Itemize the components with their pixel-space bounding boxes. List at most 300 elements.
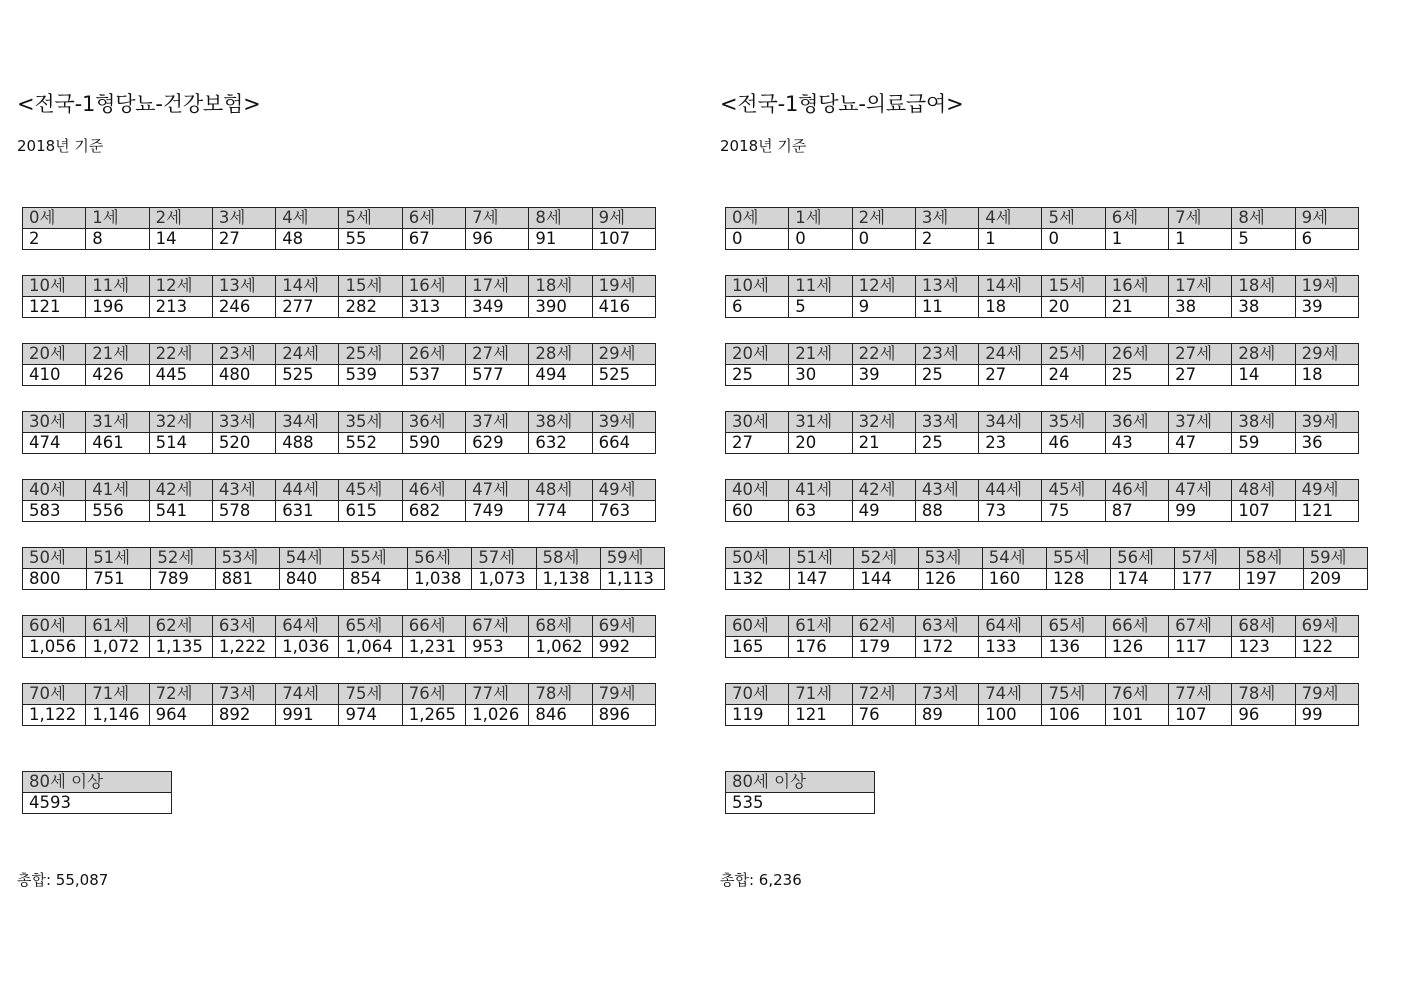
age-header: 79세 <box>1295 684 1358 705</box>
count-cell: 165 <box>726 637 789 658</box>
age-header: 77세 <box>1169 684 1232 705</box>
count-cell: 122 <box>1295 637 1358 658</box>
age-header: 74세 <box>979 684 1042 705</box>
age-header: 65세 <box>339 616 402 637</box>
count-cell: 177 <box>1175 569 1239 590</box>
count-cell: 55 <box>339 229 402 250</box>
count-cell: 1,072 <box>86 637 149 658</box>
age-header: 6세 <box>402 208 465 229</box>
age-header: 56세 <box>408 548 472 569</box>
age-header: 43세 <box>212 480 275 501</box>
count-cell: 461 <box>86 433 149 454</box>
over-80-table <box>22 771 172 814</box>
count-cell: 953 <box>466 637 529 658</box>
count-cell: 277 <box>276 297 339 318</box>
age-header: 6세 <box>1105 208 1168 229</box>
age-header: 72세 <box>149 684 212 705</box>
age-header: 80세 이상 <box>726 772 875 793</box>
count-cell: 537 <box>402 365 465 386</box>
age-header: 55세 <box>1046 548 1110 569</box>
count-cell: 213 <box>149 297 212 318</box>
age-header: 9세 <box>1295 208 1358 229</box>
count-cell: 763 <box>592 501 655 522</box>
age-header: 38세 <box>1232 412 1295 433</box>
age-header: 59세 <box>1303 548 1367 569</box>
age-header: 67세 <box>1169 616 1232 637</box>
count-cell: 1 <box>1105 229 1168 250</box>
count-cell: 892 <box>212 705 275 726</box>
age-header: 45세 <box>339 480 402 501</box>
age-header: 26세 <box>402 344 465 365</box>
count-cell: 27 <box>726 433 789 454</box>
count-cell: 525 <box>276 365 339 386</box>
count-cell: 1,062 <box>529 637 592 658</box>
count-cell: 25 <box>1105 365 1168 386</box>
age-header: 37세 <box>1169 412 1232 433</box>
age-header: 29세 <box>1295 344 1358 365</box>
age-header: 33세 <box>915 412 978 433</box>
count-cell: 541 <box>149 501 212 522</box>
count-cell: 488 <box>276 433 339 454</box>
age-header: 54세 <box>279 548 343 569</box>
count-cell: 144 <box>854 569 918 590</box>
age-header: 41세 <box>86 480 149 501</box>
count-cell: 46 <box>1042 433 1105 454</box>
age-table <box>725 547 1368 590</box>
age-header: 27세 <box>466 344 529 365</box>
age-header: 68세 <box>1232 616 1295 637</box>
age-header: 0세 <box>726 208 789 229</box>
age-header: 2세 <box>852 208 915 229</box>
age-header: 52세 <box>151 548 215 569</box>
count-cell: 14 <box>1232 365 1295 386</box>
count-cell: 5 <box>789 297 852 318</box>
count-cell: 20 <box>1042 297 1105 318</box>
age-header: 0세 <box>23 208 86 229</box>
age-header: 48세 <box>529 480 592 501</box>
count-cell: 8 <box>86 229 149 250</box>
count-cell: 0 <box>1042 229 1105 250</box>
age-table <box>22 411 656 454</box>
count-cell: 556 <box>86 501 149 522</box>
count-cell: 426 <box>86 365 149 386</box>
count-cell: 9 <box>852 297 915 318</box>
count-cell: 2 <box>23 229 86 250</box>
count-cell: 25 <box>915 433 978 454</box>
age-header: 21세 <box>789 344 852 365</box>
count-cell: 520 <box>212 433 275 454</box>
count-cell: 107 <box>1169 705 1232 726</box>
count-cell: 991 <box>276 705 339 726</box>
age-table <box>725 343 1359 386</box>
age-header: 16세 <box>402 276 465 297</box>
count-cell: 176 <box>789 637 852 658</box>
age-header: 57세 <box>472 548 536 569</box>
reference-year: 2018년 기준 <box>17 137 104 155</box>
count-cell: 577 <box>466 365 529 386</box>
count-cell: 48 <box>276 229 339 250</box>
count-cell: 132 <box>726 569 790 590</box>
age-header: 28세 <box>1232 344 1295 365</box>
count-cell: 349 <box>466 297 529 318</box>
count-cell: 480 <box>212 365 275 386</box>
age-header: 29세 <box>592 344 655 365</box>
age-header: 23세 <box>212 344 275 365</box>
count-cell: 664 <box>592 433 655 454</box>
age-header: 51세 <box>790 548 854 569</box>
age-header: 47세 <box>466 480 529 501</box>
count-cell: 23 <box>979 433 1042 454</box>
count-cell: 846 <box>529 705 592 726</box>
count-cell: 128 <box>1046 569 1110 590</box>
age-header: 4세 <box>979 208 1042 229</box>
count-cell: 631 <box>276 501 339 522</box>
count-cell: 1,038 <box>408 569 472 590</box>
age-header: 7세 <box>1169 208 1232 229</box>
count-cell: 39 <box>852 365 915 386</box>
count-cell: 632 <box>529 433 592 454</box>
count-cell: 75 <box>1042 501 1105 522</box>
count-cell: 30 <box>789 365 852 386</box>
count-cell: 0 <box>852 229 915 250</box>
age-header: 57세 <box>1175 548 1239 569</box>
age-header: 16세 <box>1105 276 1168 297</box>
age-header: 23세 <box>915 344 978 365</box>
count-cell: 174 <box>1111 569 1175 590</box>
age-header: 2세 <box>149 208 212 229</box>
age-table <box>22 275 656 318</box>
age-header: 49세 <box>592 480 655 501</box>
count-cell: 121 <box>23 297 86 318</box>
age-header: 12세 <box>852 276 915 297</box>
count-cell: 117 <box>1169 637 1232 658</box>
count-cell: 4593 <box>23 793 172 814</box>
age-header: 39세 <box>1295 412 1358 433</box>
count-cell: 1,265 <box>402 705 465 726</box>
age-header: 25세 <box>339 344 402 365</box>
age-header: 26세 <box>1105 344 1168 365</box>
age-header: 3세 <box>212 208 275 229</box>
count-cell: 1 <box>1169 229 1232 250</box>
count-cell: 11 <box>915 297 978 318</box>
count-cell: 20 <box>789 433 852 454</box>
age-table <box>725 411 1359 454</box>
age-header: 17세 <box>1169 276 1232 297</box>
age-header: 18세 <box>1232 276 1295 297</box>
age-header: 45세 <box>1042 480 1105 501</box>
age-header: 10세 <box>726 276 789 297</box>
count-cell: 21 <box>1105 297 1168 318</box>
age-header: 42세 <box>852 480 915 501</box>
age-header: 67세 <box>466 616 529 637</box>
count-cell: 27 <box>1169 365 1232 386</box>
age-header: 15세 <box>1042 276 1105 297</box>
count-cell: 552 <box>339 433 402 454</box>
age-header: 35세 <box>1042 412 1105 433</box>
count-cell: 6 <box>726 297 789 318</box>
age-header: 5세 <box>1042 208 1105 229</box>
count-cell: 63 <box>789 501 852 522</box>
age-header: 10세 <box>23 276 86 297</box>
age-header: 77세 <box>466 684 529 705</box>
age-header: 71세 <box>86 684 149 705</box>
count-cell: 840 <box>279 569 343 590</box>
count-cell: 67 <box>402 229 465 250</box>
age-header: 34세 <box>979 412 1042 433</box>
age-table <box>725 683 1359 726</box>
count-cell: 881 <box>215 569 279 590</box>
count-cell: 18 <box>1295 365 1358 386</box>
count-cell: 1,138 <box>536 569 600 590</box>
count-cell: 578 <box>212 501 275 522</box>
count-cell: 59 <box>1232 433 1295 454</box>
age-header: 30세 <box>726 412 789 433</box>
count-cell: 43 <box>1105 433 1168 454</box>
age-header: 46세 <box>1105 480 1168 501</box>
age-header: 64세 <box>276 616 339 637</box>
age-header: 15세 <box>339 276 402 297</box>
count-cell: 136 <box>1042 637 1105 658</box>
count-cell: 1,036 <box>276 637 339 658</box>
age-header: 46세 <box>402 480 465 501</box>
age-table <box>22 683 656 726</box>
count-cell: 25 <box>726 365 789 386</box>
count-cell: 1,073 <box>472 569 536 590</box>
age-header: 73세 <box>915 684 978 705</box>
age-header: 34세 <box>276 412 339 433</box>
age-header: 70세 <box>23 684 86 705</box>
count-cell: 160 <box>982 569 1046 590</box>
age-table <box>725 615 1359 658</box>
count-cell: 494 <box>529 365 592 386</box>
count-cell: 89 <box>915 705 978 726</box>
age-header: 73세 <box>212 684 275 705</box>
age-header: 78세 <box>1232 684 1295 705</box>
age-header: 63세 <box>915 616 978 637</box>
count-cell: 6 <box>1295 229 1358 250</box>
age-header: 55세 <box>343 548 407 569</box>
age-header: 50세 <box>726 548 790 569</box>
count-cell: 1,231 <box>402 637 465 658</box>
count-cell: 179 <box>852 637 915 658</box>
age-header: 38세 <box>529 412 592 433</box>
age-header: 76세 <box>1105 684 1168 705</box>
count-cell: 119 <box>726 705 789 726</box>
count-cell: 0 <box>726 229 789 250</box>
count-cell: 445 <box>149 365 212 386</box>
count-cell: 18 <box>979 297 1042 318</box>
count-cell: 47 <box>1169 433 1232 454</box>
count-cell: 800 <box>23 569 87 590</box>
age-header: 20세 <box>726 344 789 365</box>
age-table <box>725 207 1359 250</box>
age-header: 44세 <box>979 480 1042 501</box>
count-cell: 525 <box>592 365 655 386</box>
age-header: 60세 <box>726 616 789 637</box>
age-header: 62세 <box>852 616 915 637</box>
page-title: <전국-1형당뇨-의료급여> <box>720 92 964 116</box>
count-cell: 49 <box>852 501 915 522</box>
age-header: 40세 <box>726 480 789 501</box>
count-cell: 196 <box>86 297 149 318</box>
page-title: <전국-1형당뇨-건강보험> <box>17 92 261 116</box>
age-header: 22세 <box>852 344 915 365</box>
total-count: 총합: 55,087 <box>17 871 109 889</box>
count-cell: 209 <box>1303 569 1367 590</box>
count-cell: 87 <box>1105 501 1168 522</box>
count-cell: 88 <box>915 501 978 522</box>
age-header: 3세 <box>915 208 978 229</box>
count-cell: 390 <box>529 297 592 318</box>
count-cell: 147 <box>790 569 854 590</box>
count-cell: 133 <box>979 637 1042 658</box>
count-cell: 36 <box>1295 433 1358 454</box>
count-cell: 539 <box>339 365 402 386</box>
count-cell: 583 <box>23 501 86 522</box>
age-table <box>22 343 656 386</box>
age-header: 51세 <box>87 548 151 569</box>
count-cell: 964 <box>149 705 212 726</box>
age-header: 7세 <box>466 208 529 229</box>
count-cell: 774 <box>529 501 592 522</box>
age-header: 31세 <box>86 412 149 433</box>
count-cell: 1,222 <box>212 637 275 658</box>
count-cell: 38 <box>1232 297 1295 318</box>
age-header: 44세 <box>276 480 339 501</box>
age-header: 58세 <box>1239 548 1303 569</box>
count-cell: 38 <box>1169 297 1232 318</box>
count-cell: 5 <box>1232 229 1295 250</box>
count-cell: 615 <box>339 501 402 522</box>
age-header: 80세 이상 <box>23 772 172 793</box>
count-cell: 91 <box>529 229 592 250</box>
age-header: 19세 <box>1295 276 1358 297</box>
count-cell: 313 <box>402 297 465 318</box>
count-cell: 100 <box>979 705 1042 726</box>
age-header: 64세 <box>979 616 1042 637</box>
count-cell: 629 <box>466 433 529 454</box>
age-header: 5세 <box>339 208 402 229</box>
age-header: 79세 <box>592 684 655 705</box>
age-header: 28세 <box>529 344 592 365</box>
count-cell: 282 <box>339 297 402 318</box>
age-header: 39세 <box>592 412 655 433</box>
count-cell: 99 <box>1169 501 1232 522</box>
count-cell: 121 <box>1295 501 1358 522</box>
count-cell: 2 <box>915 229 978 250</box>
count-cell: 992 <box>592 637 655 658</box>
age-header: 20세 <box>23 344 86 365</box>
age-header: 42세 <box>149 480 212 501</box>
age-header: 58세 <box>536 548 600 569</box>
age-header: 14세 <box>276 276 339 297</box>
count-cell: 751 <box>87 569 151 590</box>
age-header: 60세 <box>23 616 86 637</box>
age-header: 62세 <box>149 616 212 637</box>
count-cell: 39 <box>1295 297 1358 318</box>
age-header: 53세 <box>215 548 279 569</box>
age-header: 22세 <box>149 344 212 365</box>
age-header: 66세 <box>1105 616 1168 637</box>
age-header: 19세 <box>592 276 655 297</box>
count-cell: 0 <box>789 229 852 250</box>
count-cell: 14 <box>149 229 212 250</box>
age-header: 12세 <box>149 276 212 297</box>
count-cell: 107 <box>592 229 655 250</box>
age-header: 13세 <box>915 276 978 297</box>
count-cell: 1,026 <box>466 705 529 726</box>
age-header: 69세 <box>592 616 655 637</box>
count-cell: 99 <box>1295 705 1358 726</box>
age-header: 32세 <box>852 412 915 433</box>
age-header: 36세 <box>1105 412 1168 433</box>
age-header: 30세 <box>23 412 86 433</box>
age-header: 11세 <box>789 276 852 297</box>
age-header: 43세 <box>915 480 978 501</box>
count-cell: 172 <box>915 637 978 658</box>
count-cell: 896 <box>592 705 655 726</box>
count-cell: 1,056 <box>23 637 86 658</box>
age-table <box>22 615 656 658</box>
age-header: 68세 <box>529 616 592 637</box>
age-header: 27세 <box>1169 344 1232 365</box>
count-cell: 76 <box>852 705 915 726</box>
age-header: 36세 <box>402 412 465 433</box>
age-header: 71세 <box>789 684 852 705</box>
age-header: 47세 <box>1169 480 1232 501</box>
age-header: 31세 <box>789 412 852 433</box>
count-cell: 246 <box>212 297 275 318</box>
count-cell: 73 <box>979 501 1042 522</box>
age-header: 37세 <box>466 412 529 433</box>
count-cell: 1,064 <box>339 637 402 658</box>
count-cell: 590 <box>402 433 465 454</box>
age-header: 50세 <box>23 548 87 569</box>
age-header: 14세 <box>979 276 1042 297</box>
age-header: 21세 <box>86 344 149 365</box>
age-header: 65세 <box>1042 616 1105 637</box>
count-cell: 535 <box>726 793 875 814</box>
age-header: 76세 <box>402 684 465 705</box>
count-cell: 474 <box>23 433 86 454</box>
count-cell: 126 <box>918 569 982 590</box>
over-80-table <box>725 771 875 814</box>
age-header: 54세 <box>982 548 1046 569</box>
count-cell: 410 <box>23 365 86 386</box>
age-table <box>22 479 656 522</box>
count-cell: 1,113 <box>600 569 664 590</box>
age-header: 32세 <box>149 412 212 433</box>
count-cell: 25 <box>915 365 978 386</box>
age-header: 61세 <box>86 616 149 637</box>
age-header: 9세 <box>592 208 655 229</box>
age-table <box>725 479 1359 522</box>
age-header: 56세 <box>1111 548 1175 569</box>
count-cell: 27 <box>212 229 275 250</box>
age-header: 1세 <box>86 208 149 229</box>
count-cell: 121 <box>789 705 852 726</box>
reference-year: 2018년 기준 <box>720 137 807 155</box>
age-header: 75세 <box>339 684 402 705</box>
age-header: 74세 <box>276 684 339 705</box>
count-cell: 96 <box>1232 705 1295 726</box>
age-header: 78세 <box>529 684 592 705</box>
age-header: 33세 <box>212 412 275 433</box>
age-header: 8세 <box>529 208 592 229</box>
age-header: 41세 <box>789 480 852 501</box>
count-cell: 21 <box>852 433 915 454</box>
age-header: 8세 <box>1232 208 1295 229</box>
